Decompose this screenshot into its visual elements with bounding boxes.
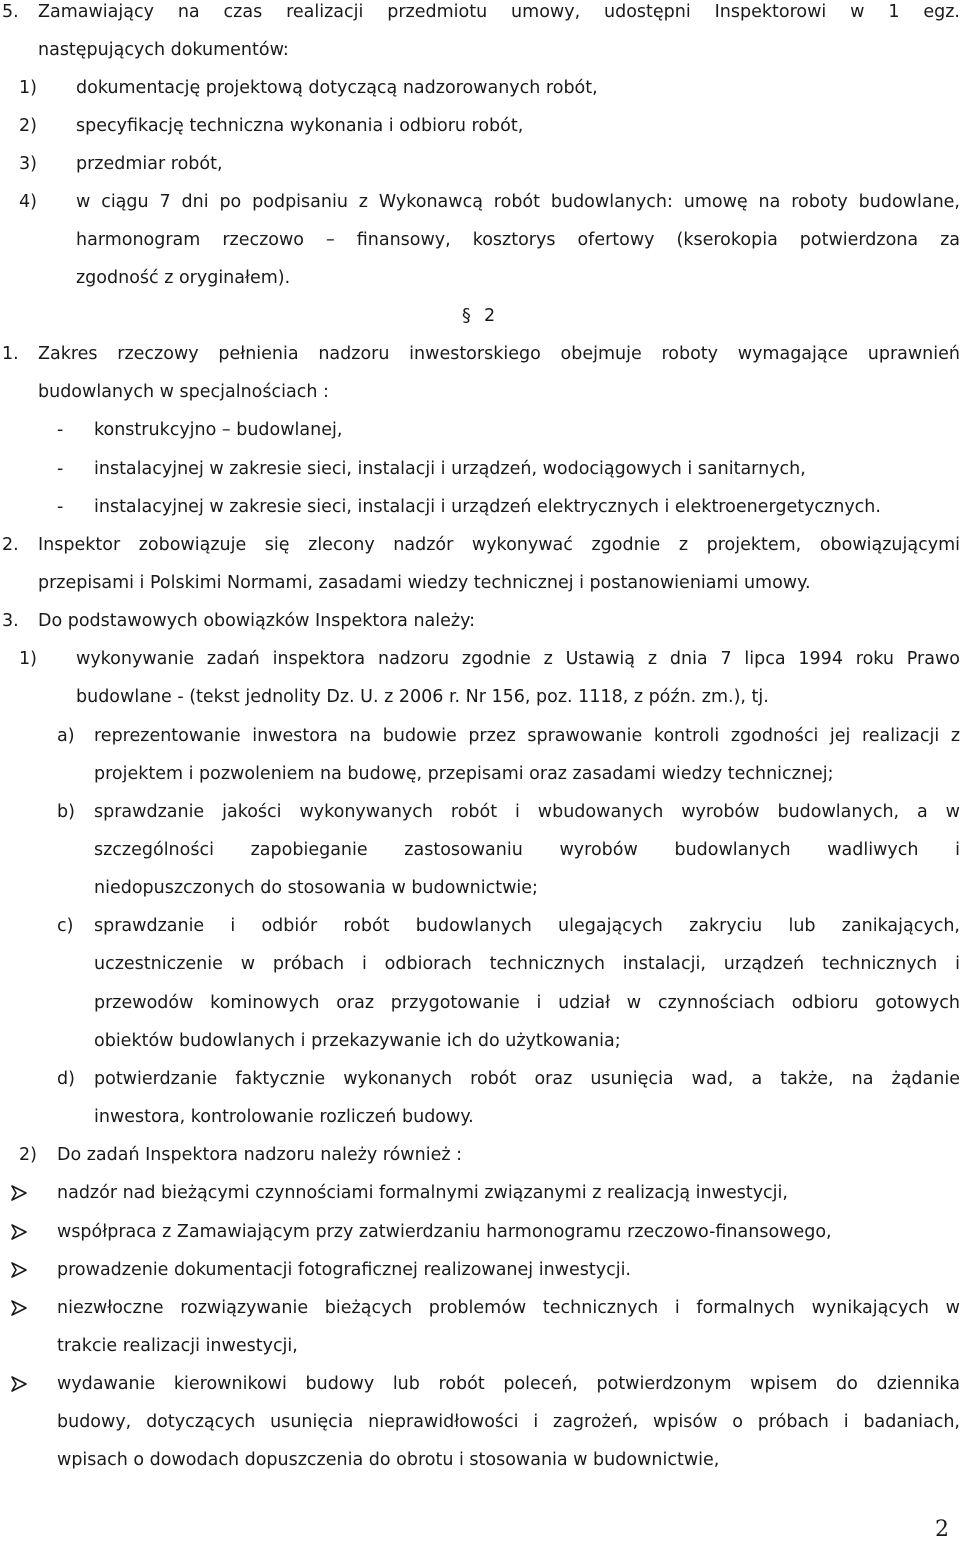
- specialty-2: instalacyjnej w zakresie sieci, instalacji i urządzeń, wodociągowych i sanitarnych,: [94, 459, 806, 479]
- bullet-5-line-2: budowy, dotyczących usunięcia nieprawidłowości i zagrożeń, wpisów o próbach i badaniach,: [57, 1412, 960, 1432]
- letter-c-line-4: obiektów budowlanych i przekazywanie ich do użytkowania;: [94, 1031, 621, 1051]
- arrow-bullet-icon: [10, 1220, 28, 1244]
- letter-d-line-2: inwestora, kontrolowanie rozliczeń budowy.: [94, 1107, 474, 1127]
- bullet-5-line-1: wydawanie kierownikowi budowy lub robót poleceń, potwierdzonym wpisem do dziennika: [57, 1374, 960, 1394]
- p5-item-4-line-2: harmonogram rzeczowo – finansowy, kosztorys ofertowy (kserokopia potwierdzona za: [76, 230, 960, 250]
- letter-b-line-3: niedopuszczonych do stosowania w budownictwie;: [94, 878, 538, 898]
- bullet-1-text: nadzór nad bieżącymi czynnościami formalnymi związanymi z realizacją inwestycji,: [57, 1183, 788, 1203]
- clause-3-item-1-number: 1): [19, 649, 37, 669]
- letter-c-line-1: sprawdzanie i odbiór robót budowlanych ulegających zakryciu lub zanikających,: [94, 916, 960, 936]
- bullet-5-line-3: wpisach o dowodach dopuszczenia do obrotu i stosowania w budownictwie,: [57, 1450, 720, 1470]
- clause-3-line-1: Do podstawowych obowiązków Inspektora należy:: [38, 611, 476, 631]
- clause-3-item-1-line-2: budowlane - (tekst jednolity Dz. U. z 2006 r. Nr 156, poz. 1118, z późn. zm.), tj.: [76, 687, 769, 707]
- p5-item-3-number: 3): [19, 154, 37, 174]
- section-symbol: §: [462, 306, 471, 326]
- letter-d-line-1: potwierdzanie faktycznie wykonanych robót oraz usunięcia wad, a także, na żądanie: [94, 1069, 960, 1089]
- bullet-3-text: prowadzenie dokumentacji fotograficznej realizowanej inwestycji.: [57, 1260, 631, 1280]
- p5-item-1-number: 1): [19, 78, 37, 98]
- clause-2-number: 2.: [2, 535, 19, 555]
- letter-a-line-2: projektem i pozwoleniem na budowę, przepisami oraz zasadami wiedzy technicznej;: [94, 764, 834, 784]
- letter-d-number: d): [57, 1069, 75, 1089]
- clause-1-line-1: Zakres rzeczowy pełnienia nadzoru inwestorskiego obejmuje roboty wymagające uprawnień: [38, 344, 960, 364]
- p5-item-3-text: przedmiar robót,: [76, 154, 223, 174]
- p5-item-4-line-1: w ciągu 7 dni po podpisaniu z Wykonawcą robót budowlanych: umowę na roboty budowlane,: [76, 192, 960, 212]
- specialty-1: konstrukcyjno – budowlanej,: [94, 420, 343, 440]
- dash-marker: -: [57, 459, 64, 479]
- clause-2-line-1: Inspektor zobowiązuje się zlecony nadzór wykonywać zgodnie z projektem, obowiązującymi: [38, 535, 960, 555]
- arrow-bullet-icon: [10, 1372, 28, 1396]
- letter-c-line-3: przewodów kominowych oraz przygotowanie i udział w czynnościach odbioru gotowych: [94, 993, 960, 1013]
- arrow-bullet-icon: [10, 1296, 28, 1320]
- letter-a-line-1: reprezentowanie inwestora na budowie przez sprawowanie kontroli zgodności jej realizacji z: [94, 726, 960, 746]
- clause-3-item-1-line-1: wykonywanie zadań inspektora nadzoru zgodnie z Ustawią z dnia 7 lipca 1994 roku Prawo: [76, 649, 960, 669]
- letter-a-number: a): [57, 726, 75, 746]
- clause-1-number: 1.: [2, 344, 19, 364]
- p5-item-2-text: specyfikację techniczna wykonania i odbioru robót,: [76, 116, 524, 136]
- letter-b-number: b): [57, 802, 75, 822]
- p5-item-2-number: 2): [19, 116, 37, 136]
- clause-1-line-2: budowlanych w specjalnościach :: [38, 382, 329, 402]
- p5-item-4-line-3: zgodność z oryginałem).: [76, 268, 291, 288]
- p5-item-4-number: 4): [19, 192, 37, 212]
- bullet-4-line-1: niezwłoczne rozwiązywanie bieżących problemów technicznych i formalnych wynikających w: [57, 1298, 960, 1318]
- paragraph-5-number: 5.: [2, 2, 19, 22]
- bullet-4-line-2: trakcie realizacji inwestycji,: [57, 1336, 298, 1356]
- letter-b-line-2: szczególności zapobieganie zastosowaniu wyrobów budowlanych wadliwych i: [94, 840, 960, 860]
- p5-item-1-text: dokumentację projektową dotyczącą nadzorowanych robót,: [76, 78, 598, 98]
- section-number: 2: [484, 306, 496, 326]
- bullet-2-text: współpraca z Zamawiającym przy zatwierdzaniu harmonogramu rzeczowo-finansowego,: [57, 1222, 832, 1242]
- letter-b-line-1: sprawdzanie jakości wykonywanych robót i wbudowanych wyrobów budowlanych, a w: [94, 802, 960, 822]
- clause-3-item-2-number: 2): [19, 1145, 37, 1165]
- specialty-3: instalacyjnej w zakresie sieci, instalacji i urządzeń elektrycznych i elektroenergetycznych.: [94, 497, 881, 517]
- letter-c-line-2: uczestniczenie w próbach i odbiorach technicznych instalacji, urządzeń technicznych i: [94, 954, 960, 974]
- clause-2-line-2: przepisami i Polskimi Normami, zasadami wiedzy technicznej i postanowieniami umowy.: [38, 573, 811, 593]
- dash-marker: -: [57, 497, 64, 517]
- clause-3-number: 3.: [2, 611, 19, 631]
- clause-3-item-2-text: Do zadań Inspektora nadzoru należy również :: [57, 1145, 462, 1165]
- arrow-bullet-icon: [10, 1181, 28, 1205]
- paragraph-5-line-1: Zamawiający na czas realizacji przedmiotu umowy, udostępni Inspektorowi w 1 egz.: [38, 2, 960, 22]
- dash-marker: -: [57, 420, 64, 440]
- page-number: 2: [935, 1517, 949, 1542]
- paragraph-5-line-2: następujących dokumentów:: [38, 40, 289, 60]
- letter-c-number: c): [57, 916, 74, 936]
- arrow-bullet-icon: [10, 1258, 28, 1282]
